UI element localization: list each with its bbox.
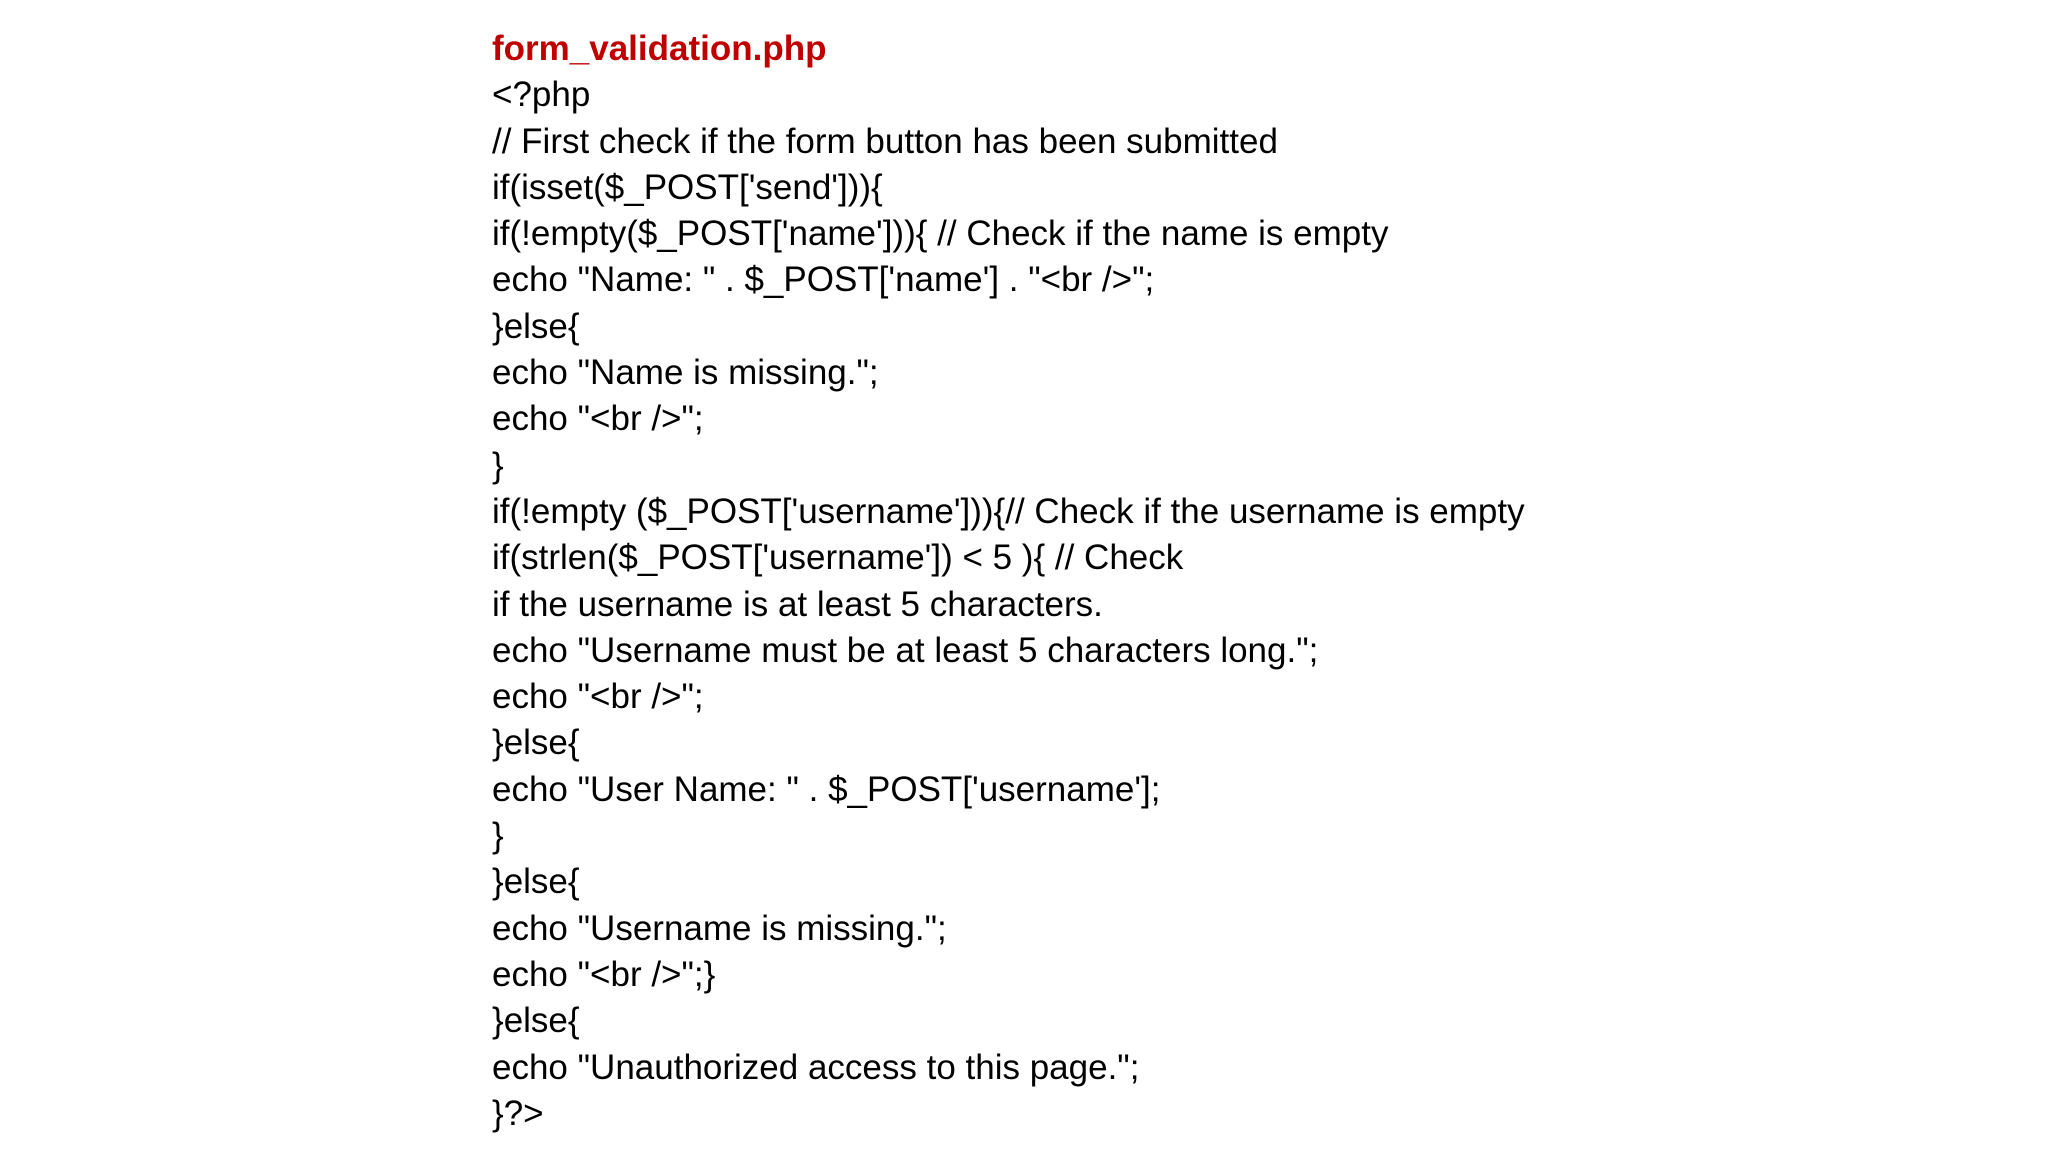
code-line: }?> [492, 1093, 544, 1133]
code-line: echo "Unauthorized access to this page."; [492, 1047, 1140, 1087]
code-line: echo "<br />"; [492, 399, 704, 439]
code-line: echo "Name is missing."; [492, 353, 879, 393]
file-title: form_validation.php [492, 29, 827, 68]
code-line: }else{ [492, 306, 580, 346]
code-line: echo "<br />";} [492, 954, 716, 994]
code-line: } [492, 445, 504, 485]
code-line: echo "User Name: " . $_POST['username']; [492, 769, 1161, 809]
code-line: // First check if the form button has been submitted [492, 121, 1278, 161]
code-line: echo "<br />"; [492, 677, 704, 717]
code-line: if(strlen($_POST['username']) < 5 ){ // Check [492, 538, 1184, 578]
code-line: <?php [492, 75, 591, 115]
code-line: echo "Username must be at least 5 characters long."; [492, 630, 1319, 670]
code-line: if(!empty($_POST['name'])){ // Check if the name is empty [492, 214, 1389, 254]
code-line: }else{ [492, 862, 580, 902]
code-line: echo "Name: " . $_POST['name'] . "<br />"; [492, 260, 1155, 300]
code-line: echo "Username is missing."; [492, 908, 947, 948]
code-line: if the username is at least 5 characters. [492, 584, 1103, 624]
code-line: }else{ [492, 723, 580, 763]
code-line: if(!empty ($_POST['username'])){// Check if the username is empty [492, 491, 1525, 531]
code-line: } [492, 816, 504, 856]
code-line: if(isset($_POST['send'])){ [492, 167, 883, 207]
code-line: }else{ [492, 1001, 580, 1041]
code-block [492, 26, 1525, 1137]
